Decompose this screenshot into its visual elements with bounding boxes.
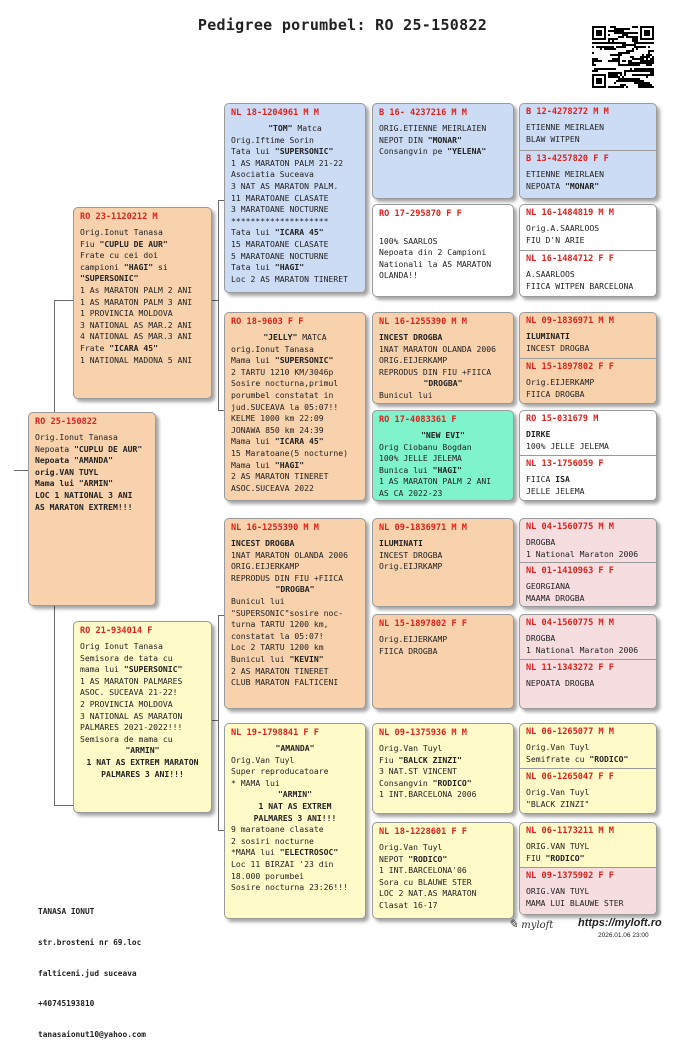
subject-ring: RO 25-150822 xyxy=(35,417,98,427)
owner-line: falticeni.jud suceava xyxy=(38,968,137,978)
myloft-logo: ✎ myloft xyxy=(508,917,554,931)
ggp-details: Orig.Van Tuyl Fiu "BALCK ZINZI" 3 NAT.ST VINCENT Consangvin "RODICO" 1 INT.BARCELONA 2006 xyxy=(379,743,477,800)
gggp-details: NEPOATA DROGBA xyxy=(526,678,595,688)
gggp-ring: NL 11-1343272 F F xyxy=(526,663,614,673)
ggp-ring: NL 16-1255390 M M xyxy=(379,317,467,327)
gggp-ring: NL 16-1484712 F F xyxy=(526,254,614,264)
grandparent-ring: NL 16-1255390 M M xyxy=(231,523,319,533)
gggp-ring: NL 13-1756059 F xyxy=(526,459,604,469)
sire-card[interactable] xyxy=(73,207,212,399)
gggp-details: ETIENNE MEIRLAEN NEPOATA "MONAR" xyxy=(526,169,604,191)
grandparent-card[interactable] xyxy=(224,723,366,919)
subject-card[interactable] xyxy=(28,412,156,606)
owner-line: +40745193810 xyxy=(38,999,95,1009)
great-grandparent-card[interactable] xyxy=(372,822,514,919)
gggp-ring: NL 06-1173211 M M xyxy=(526,826,614,836)
gggp-ring: NL 06-1265077 M M xyxy=(526,727,614,737)
gggp-ring: RO 15-031679 M xyxy=(526,414,599,424)
ggp-details: Orig.EIJERKAMP FIICA DROGBA xyxy=(379,634,448,656)
ggp-ring: NL 18-1228601 F F xyxy=(379,827,467,837)
gggp-details: ILUMINATI INCEST DROGBA xyxy=(526,331,590,353)
ggp-details: Orig.Van Tuyl NEPOT "RODICO" 1 INT.BARCELONA'06 Sora cu BLAUWE STER LOC 2 NAT.AS MARATON Clasat 16-17 xyxy=(379,842,477,910)
gggp-ring: B 13-4257820 F F xyxy=(526,154,609,164)
great-grandparent-card[interactable] xyxy=(372,518,514,607)
owner-line: TANASA IONUT xyxy=(38,907,95,917)
great-grandparent-card[interactable] xyxy=(372,723,514,814)
page-title: Pedigree porumbel: RO 25-150822 xyxy=(197,16,488,34)
grandparent-details: INCEST DROGBA 1NAT MARATON OLANDA 2006 ORIG.EIJERKAMP REPRODUS DIN FIU +FIICA "DROGBA" Bunicul lui "SUPERSONIC"sosire noc- turna TARTU 1200 km, constatat la 05:07! Loc 2 TARTU 1200 km Bunicul lui "KEVIN" 2 AS MARATON TINERET CLUB MARATON FALTICENI xyxy=(231,538,348,688)
gggp-pair-card[interactable] xyxy=(519,822,657,915)
dam-details: Orig Ionut Tanasa Semisora de tata cu mama lui "SUPERSONIC" 1 AS MARATON PALMARES ASOC. SUCEAVA 21-22! 2 PROVINCIA MOLDOVA 3 NATIONAL AS MARATON PALMARES 2021-2022!!! Semisora de mama cu "ARMIN" 1 NAT AS EXTREM MARATON PALMARES 3 ANI!!! xyxy=(80,641,199,779)
grandparent-card[interactable] xyxy=(224,103,366,293)
gggp-ring: B 12-4278272 M M xyxy=(526,107,609,117)
ggp-ring: RO 17-4083361 F xyxy=(379,415,457,425)
gggp-ring: NL 15-1897802 F F xyxy=(526,362,614,372)
ggp-details: ORIG.ETIENNE MEIRLAIEN NEPOT DIN "MONAR" Consangvin pe "YELENA" xyxy=(379,123,487,157)
gggp-pair-card[interactable] xyxy=(519,410,657,501)
sire-details: Orig.Ionut Tanasa Fiu "CUPLU DE AUR" Frate cu cei doi campioni "HAGI" si "SUPERSONIC" 1 As MARATON PALM 2 ANI 1 AS MARATON PALM 3 ANI 1 PROVINCIA MOLDOVA 3 NATIONAL AS MAR.2 ANI 4 NATIONAL AS MAR.3 ANI Frate "ICARA 45" 1 NATIONAL MADONA 5 ANI xyxy=(80,227,193,365)
ggp-details: 100% SAARLOS Nepoata din 2 Campioni Nationali la AS MARATON OLANDA!! xyxy=(379,235,492,281)
owner-address xyxy=(38,887,146,1050)
gggp-details: ETIENNE MEIRLAEN BLAW WITPEN xyxy=(526,122,604,144)
gggp-pair-card[interactable] xyxy=(519,614,657,709)
grandparent-details: "AMANDA" Orig.Van Tuyl Super reproducatoare * MAMA lui "ARMIN" 1 NAT AS EXTREM PALMARES 3 ANI!!! 9 maratoane clasate 2 sosiri nocturne *MAMA lui "ELECTROSOC" Loc 11 BIRZAI '23 din 18.000 porumbei Sosire nocturna 23:26!!! xyxy=(231,743,348,893)
ggp-ring: NL 09-1375936 M M xyxy=(379,728,467,738)
gggp-details: ORIG.VAN TUYL FIU "RODICO" xyxy=(526,841,590,863)
ggp-details: INCEST DROGBA 1NAT MARATON OLANDA 2006 ORIG.EIJERKAMP REPRODUS DIN FIU +FIICA "DROGBA" Bunicul lui xyxy=(379,332,496,400)
ggp-details: "NEW EVI" Orig Ciobanu Bogdan 100% JELLE JELEMA Bunica lui "HAGI" 1 AS MARATON PALM 2 ANI AS CA 2022-23 xyxy=(379,430,492,498)
dam-ring: RO 21-934014 F xyxy=(80,626,153,636)
sire-ring: RO 23-1120212 M xyxy=(80,212,158,222)
gggp-ring: NL 16-1484819 M M xyxy=(526,208,614,218)
grandparent-details: "TOM" Matca Orig.Iftime Sorin Tata lui "SUPERSONIC" 1 AS MARATON PALM 21-22 Asociatia Suceava 3 NAT AS MARATON PALM. 11 MARATOANE CLASATE 3 MARATOANE NOCTURNE ******************** Tata lui "ICARA 45" 15 MARATOANE CLASATE 5 MARATOANE NOCTURNE Tata lui "HAGI" Loc 2 AS MARATON TINERET xyxy=(231,123,348,284)
great-grandparent-card[interactable] xyxy=(372,204,514,297)
owner-line: tanasaionut10@yahoo.com xyxy=(38,1029,146,1039)
grandparent-card[interactable] xyxy=(224,518,366,709)
gggp-details: DROGBA 1 National Maraton 2006 xyxy=(526,537,639,559)
great-grandparent-card[interactable] xyxy=(372,410,514,501)
ggp-ring: RO 17-295870 F F xyxy=(379,209,462,219)
ggp-details: ILUMINATI INCEST DROGBA Orig.EIJRKAMP xyxy=(379,538,443,572)
gggp-pair-card[interactable] xyxy=(519,723,657,814)
gggp-details: Orig.EIJERKAMP FIICA DROGBA xyxy=(526,377,595,399)
gggp-details: ORIG.VAN TUYL MAMA LUI BLAUWE STER xyxy=(526,886,624,908)
myloft-logo-text: myloft xyxy=(521,920,554,931)
gggp-pair-card[interactable] xyxy=(519,103,657,199)
subject-details: Orig.Ionut Tanasa Nepoata "CUPLU DE AUR" Nepoata "AMANDA" orig.VAN TUYL Mama lui "ARMIN" LOC 1 NATIONAL 3 ANI AS MARATON EXTREM!!! xyxy=(35,432,143,512)
gggp-pair-card[interactable] xyxy=(519,518,657,607)
gggp-details: DIRKE 100% JELLE JELEMA xyxy=(526,429,609,451)
print-date: 2026.01.06 23:00 xyxy=(598,932,649,939)
grandparent-ring: NL 18-1204961 M M xyxy=(231,108,319,118)
great-grandparent-card[interactable] xyxy=(372,614,514,709)
ggp-ring: NL 15-1897802 F F xyxy=(379,619,467,629)
grandparent-card[interactable] xyxy=(224,312,366,501)
gggp-details: Orig.A.SAARLOOS FIU D'N ARIE xyxy=(526,223,600,245)
gggp-details: A.SAARLOOS FIICA WITPEN BARCELONA xyxy=(526,269,634,291)
dam-card[interactable] xyxy=(73,621,212,813)
gggp-ring: NL 01-1410963 F F xyxy=(526,566,614,576)
owner-line: str.brosteni nr 69.loc xyxy=(38,938,142,948)
ggp-ring: B 16- 4237216 M M xyxy=(379,108,467,118)
gggp-ring: NL 09-1375902 F F xyxy=(526,871,614,881)
ggp-ring: NL 09-1836971 M M xyxy=(379,523,467,533)
brand-url-link[interactable]: https://myloft.ro xyxy=(578,917,662,929)
gggp-details: DROGBA 1 National Maraton 2006 xyxy=(526,633,639,655)
gggp-ring: NL 04-1560775 M M xyxy=(526,618,614,628)
gggp-details: GEORGIANA MAAMA DROGBA xyxy=(526,581,585,603)
qr-code[interactable] xyxy=(590,22,656,92)
gggp-ring: NL 06-1265047 F F xyxy=(526,772,614,782)
gggp-ring: NL 09-1836971 M M xyxy=(526,316,614,326)
grandparent-ring: RO 18-9603 F F xyxy=(231,317,304,327)
gggp-details: Orig.Van Tuyl "BLACK ZINZI" xyxy=(526,787,590,809)
gggp-details: FIICA ISA JELLE JELEMA xyxy=(526,474,585,496)
gggp-pair-card[interactable] xyxy=(519,312,657,404)
gggp-ring: NL 04-1560775 M M xyxy=(526,522,614,532)
grandparent-details: "JELLY" MATCA orig.Ionut Tanasa Mama lui "SUPERSONIC" 2 TARTU 1210 KM/3046p Sosire nocturna,primul porumbel constatat in jud.SUCEAVA la 05:07!! KELME 1000 km 22:09 JONAWA 850 km 24:39 Mama lui "ICARA 45" 15 Maratoane(5 nocturne) Mama lui "HAGI" 2 AS MARATON TINERET ASOC.SUCEAVA 2022 xyxy=(231,332,348,493)
grandparent-ring: NL 19-1798841 F F xyxy=(231,728,319,738)
gggp-pair-card[interactable] xyxy=(519,204,657,297)
great-grandparent-card[interactable] xyxy=(372,312,514,404)
great-grandparent-card[interactable] xyxy=(372,103,514,199)
gggp-details: Orig.Van Tuyl Semifrate cu "RODICO" xyxy=(526,742,629,764)
